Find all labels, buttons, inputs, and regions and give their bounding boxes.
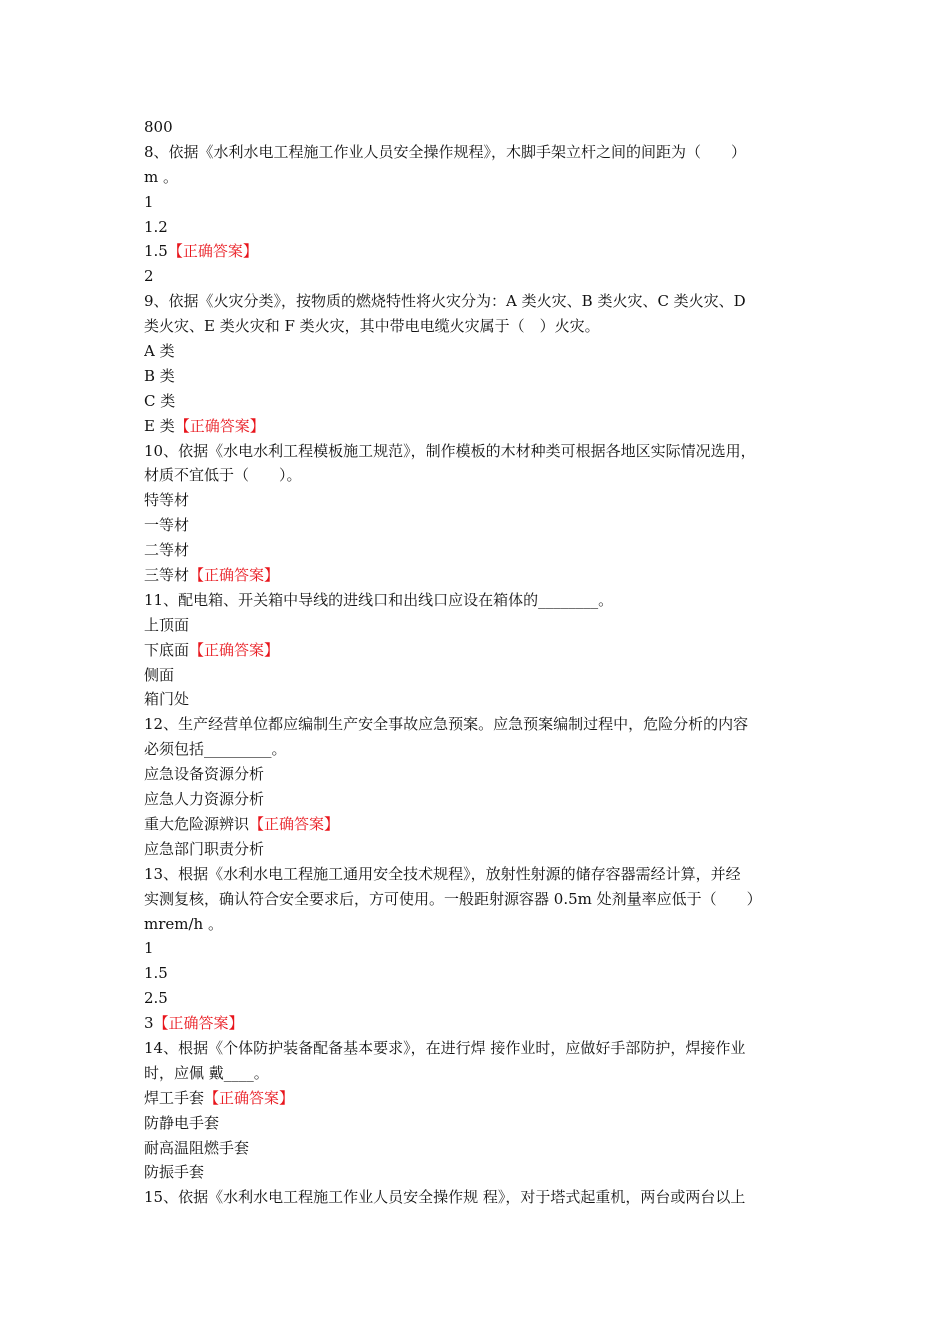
correct-answer-mark: 【正确答案】	[249, 814, 340, 833]
line-text: 2	[144, 267, 154, 286]
text-line	[144, 812, 810, 837]
text-line	[144, 787, 810, 812]
line-text: 材质不宜低于（ ）。	[144, 466, 302, 485]
line-text: 必须包括_________。	[144, 740, 287, 759]
text-line	[144, 389, 810, 414]
text-line	[144, 986, 810, 1011]
text-line	[144, 887, 810, 912]
line-text: 应急人力资源分析	[144, 790, 265, 809]
line-text: 特等材	[144, 491, 190, 510]
text-line	[144, 1036, 810, 1061]
text-line	[144, 1011, 810, 1036]
text-line	[144, 513, 810, 538]
text-line	[144, 862, 810, 887]
text-line	[144, 837, 810, 862]
line-text: 时，应佩 戴____。	[144, 1063, 269, 1082]
text-line	[144, 463, 810, 488]
line-text: 焊工手套	[144, 1088, 205, 1107]
correct-answer-mark: 【正确答案】	[167, 242, 258, 261]
line-text: 3	[144, 1014, 154, 1033]
text-line	[144, 1160, 810, 1185]
text-line	[144, 663, 810, 688]
line-text: 1.5	[144, 964, 168, 983]
line-text: 1	[144, 192, 154, 211]
text-line	[144, 339, 810, 364]
line-text: 耐高温阻燃手套	[144, 1138, 250, 1157]
line-text: 1.5	[144, 242, 168, 261]
text-line	[144, 1086, 810, 1111]
line-text: 重大危险源辨识	[144, 814, 250, 833]
text-line	[144, 140, 810, 165]
text-line	[144, 1111, 810, 1136]
text-line	[144, 737, 810, 762]
line-text: 13、根据《水利水电工程施工通用安全技术规程》，放射性射源的储存容器需经计算，并经	[144, 864, 741, 883]
text-line	[144, 762, 810, 787]
text-line	[144, 239, 810, 264]
text-line	[144, 414, 810, 439]
text-line	[144, 115, 810, 140]
correct-answer-mark: 【正确答案】	[174, 416, 265, 435]
line-text: C 类	[144, 391, 176, 410]
text-line	[144, 364, 810, 389]
line-text: 9、依据《火灾分类》，按物质的燃烧特性将火灾分为：A 类火灾、B 类火灾、C 类火灾、D	[144, 292, 746, 311]
line-text: 1	[144, 939, 154, 958]
text-line	[144, 1061, 810, 1086]
text-line	[144, 264, 810, 289]
text-line	[144, 936, 810, 961]
correct-answer-mark: 【正确答案】	[189, 640, 280, 659]
text-line	[144, 961, 810, 986]
line-text: 防静电手套	[144, 1113, 220, 1132]
text-line	[144, 439, 810, 464]
line-text: B 类	[144, 366, 175, 385]
line-text: E 类	[144, 416, 175, 435]
text-line	[144, 912, 810, 937]
text-line	[144, 613, 810, 638]
line-text: 14、根据《个体防护装备配备基本要求》，在进行焊 接作业时，应做好手部防护，焊接作业	[144, 1038, 746, 1057]
text-line	[144, 712, 810, 737]
text-line	[144, 165, 810, 190]
line-text: 1.2	[144, 217, 168, 236]
line-text: 10、依据《水电水利工程模板施工规范》，制作模板的木材种类可根据各地区实际情况选用，	[144, 441, 756, 460]
line-text: 箱门处	[144, 690, 190, 709]
line-text: 8、依据《水利水电工程施工作业人员安全操作规程》，木脚手架立杆之间的间距为（ ）	[144, 142, 747, 161]
correct-answer-mark: 【正确答案】	[189, 566, 280, 585]
correct-answer-mark: 【正确答案】	[153, 1014, 244, 1033]
text-line	[144, 289, 810, 314]
correct-answer-mark: 【正确答案】	[204, 1088, 295, 1107]
line-text: A 类	[144, 342, 175, 361]
line-text: 上顶面	[144, 615, 190, 634]
line-text: 11、配电箱、开关箱中导线的进线口和出线口应设在箱体的________。	[144, 590, 614, 609]
line-text: 应急部门职责分析	[144, 839, 265, 858]
text-line	[144, 488, 810, 513]
text-line	[144, 588, 810, 613]
line-text: 侧面	[144, 665, 175, 684]
text-line	[144, 1136, 810, 1161]
line-text: 一等材	[144, 516, 190, 535]
line-text: 2.5	[144, 989, 168, 1008]
line-text: 三等材	[144, 566, 190, 585]
text-line	[144, 190, 810, 215]
text-line	[144, 314, 810, 339]
text-line	[144, 1185, 810, 1210]
line-text: 应急设备资源分析	[144, 765, 265, 784]
line-text: 800	[144, 118, 173, 136]
line-text: 实测复核，确认符合安全要求后，方可使用。一般距射源容器 0.5m 处剂量率应低于（ ）	[144, 889, 762, 908]
line-text: mrem/h 。	[144, 914, 223, 933]
line-text: 类火灾、E 类火灾和 F 类火灾，其中带电电缆火灾属于（ ）火灾。	[144, 317, 600, 336]
text-line	[144, 538, 810, 563]
document-page	[144, 115, 810, 1210]
text-line	[144, 215, 810, 240]
text-line	[144, 563, 810, 588]
line-text: 下底面	[144, 640, 190, 659]
text-line	[144, 638, 810, 663]
line-text: 防振手套	[144, 1163, 205, 1182]
line-text: m 。	[144, 167, 178, 186]
line-text: 15、依据《水利水电工程施工作业人员安全操作规 程》，对于塔式起重机，两台或两台以上	[144, 1188, 746, 1207]
line-text: 12、生产经营单位都应编制生产安全事故应急预案。应急预案编制过程中，危险分析的内容	[144, 715, 749, 734]
text-line	[144, 687, 810, 712]
line-text: 二等材	[144, 541, 190, 560]
